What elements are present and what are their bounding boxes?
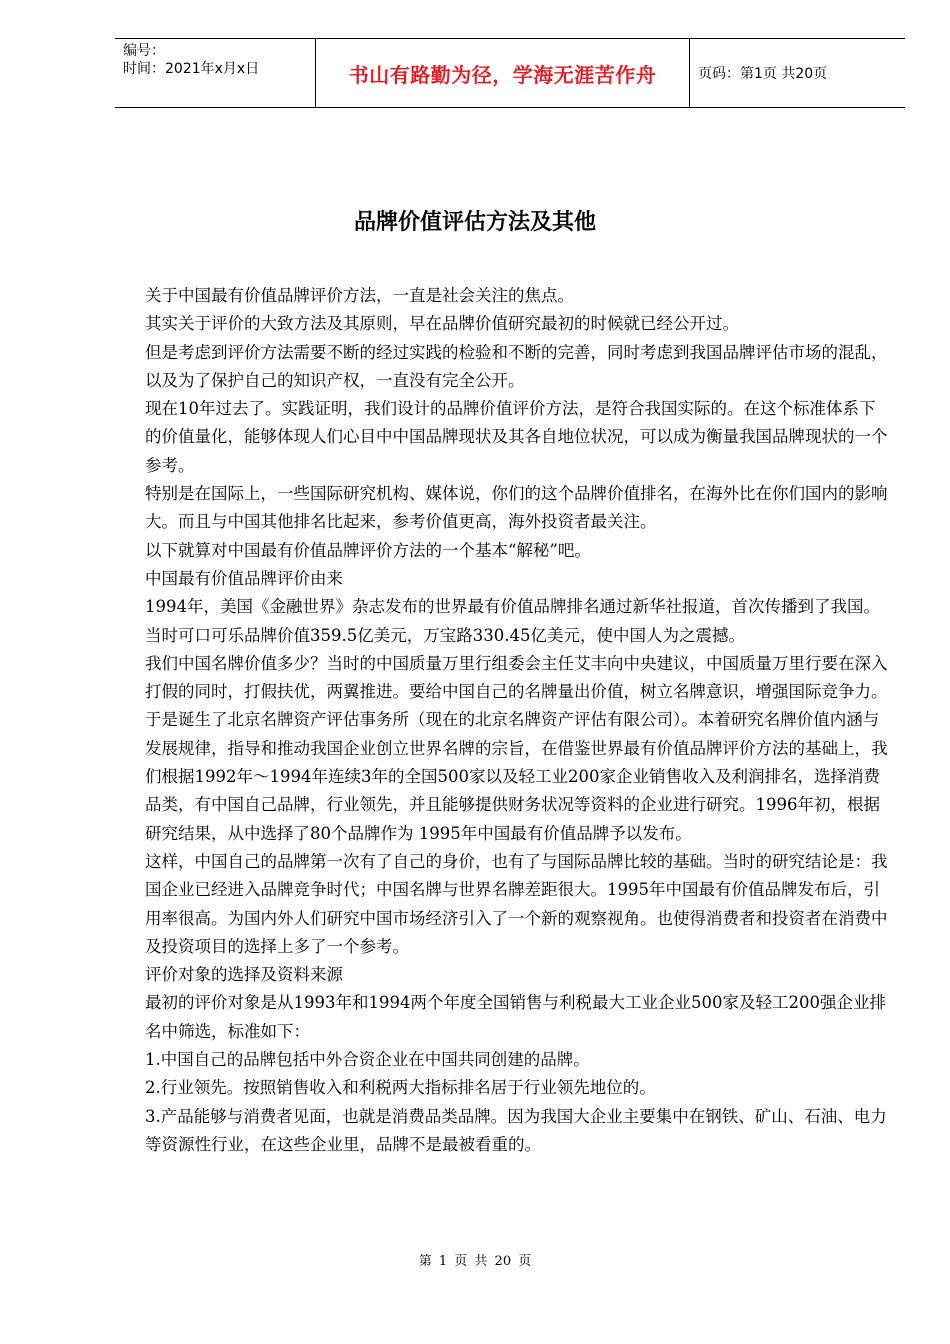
paragraph: 但是考虑到评价方法需要不断的经过实践的检验和不断的完善，同时考虑到我国品牌评估市场的混乱，以及为了保护自己的知识产权，一直没有完全公开。 <box>145 342 888 390</box>
page-footer: 第 1 页 共 20 页 <box>418 1254 532 1269</box>
header-motto: 书山有路勤为径，学海无涯苦作舟 <box>316 39 690 107</box>
number-label: 编号： <box>123 43 165 59</box>
paragraph: 1994年，美国《金融世界》杂志发布的世界最有价值品牌排名通过新华社报道，首次传播到了我国。当时可口可乐品牌价值359.5亿美元，万宝路330.45亿美元，使中国人为之震撼。 <box>145 597 880 645</box>
document-title: 品牌价值评估方法及其他 <box>353 210 596 235</box>
page-header <box>115 38 905 108</box>
header-page-info: 页码：第1页 共20页 <box>698 66 828 82</box>
list-item: 3.产品能够与消费者见面，也就是消费品类品牌。因为我国大企业主要集中在钢铁、矿山、石油、电力等资源性行业，在这些企业里，品牌不是最被看重的。 <box>145 1106 887 1154</box>
paragraph: 现在10年过去了。实践证明，我们设计的品牌价值评价方法，是符合我国实际的。在这个标准体系下的价值量化，能够体现人们心目中中国品牌现状及其各自地位状况，可以成为衡量我国品牌现状的一个参考。 <box>145 399 888 475</box>
paragraph: 特别是在国际上，一些国际研究机构、媒体说，你们的这个品牌价值排名，在海外比在你们国内的影响大。而且与中国其他排名比起来，参考价值更高，海外投资者最关注。 <box>145 484 888 532</box>
section-heading: 评价对象的选择及资料来源 <box>145 965 343 985</box>
list-item: 2.行业领先。按照销售收入和利税两大指标排名居于行业领先地位的。 <box>145 1078 656 1098</box>
paragraph: 我们中国名牌价值多少？当时的中国质量万里行组委会主任艾丰向中央建议，中国质量万里行要在深入打假的同时，打假扶优，两翼推进。要给中国自己的名牌量出价值，树立名牌意识，增强国际竞争力。于是诞生了北京名牌资产评估事务所（现在的北京名牌资产评估有限公司）。本着研究名牌价值内涵与发展规律，指导和推动我国企业创立世界名牌的宗旨，在借鉴世界最有价值品牌评价方法的基础上，我们根据1992年～1994年连续3年的全国500家以及轻工业200家企业销售收入及利润排名，选择消费品类，有中国自己品牌，行业领先，并且能够提供财务状况等资料的企业进行研究。1996年初，根据研究结果，从中选择了80个品牌作为 1995年中国最有价值品牌予以发布。 <box>145 653 888 843</box>
paragraph: 关于中国最有价值品牌评价方法，一直是社会关注的焦点。 <box>145 286 574 305</box>
section-heading: 中国最有价值品牌评价由来 <box>145 568 343 588</box>
paragraph: 其实关于评价的大致方法及其原则，早在品牌价值研究最初的时候就已经公开过。 <box>145 314 739 334</box>
paragraph: 最初的评价对象是从1993年和1994两个年度全国销售与利税最大工业企业500家及轻工200强企业排名中筛选，标准如下： <box>145 993 886 1041</box>
header-meta-cell <box>115 39 316 107</box>
paragraph: 这样，中国自己的品牌第一次有了自己的身价，也有了与国际品牌比较的基础。当时的研究结论是：我国企业已经进入品牌竞争时代；中国名牌与世界名牌差距很大。1995年中国最有价值品牌发布后，引用率很高。为国内外人们研究中国市场经济引入了一个新的观察视角。也使得消费者和投资者在消费中及投资项目的选择上多了一个参考。 <box>145 851 888 956</box>
paragraph: 以下就算对中国最有价值品牌评价方法的一个基本“解秘”吧。 <box>145 540 591 560</box>
list-item: 1.中国自己的品牌包括中外合资企业在中国共同创建的品牌。 <box>145 1050 590 1070</box>
time-label: 时间：2021年x月x日 <box>123 61 260 77</box>
document-body <box>145 282 890 1159</box>
